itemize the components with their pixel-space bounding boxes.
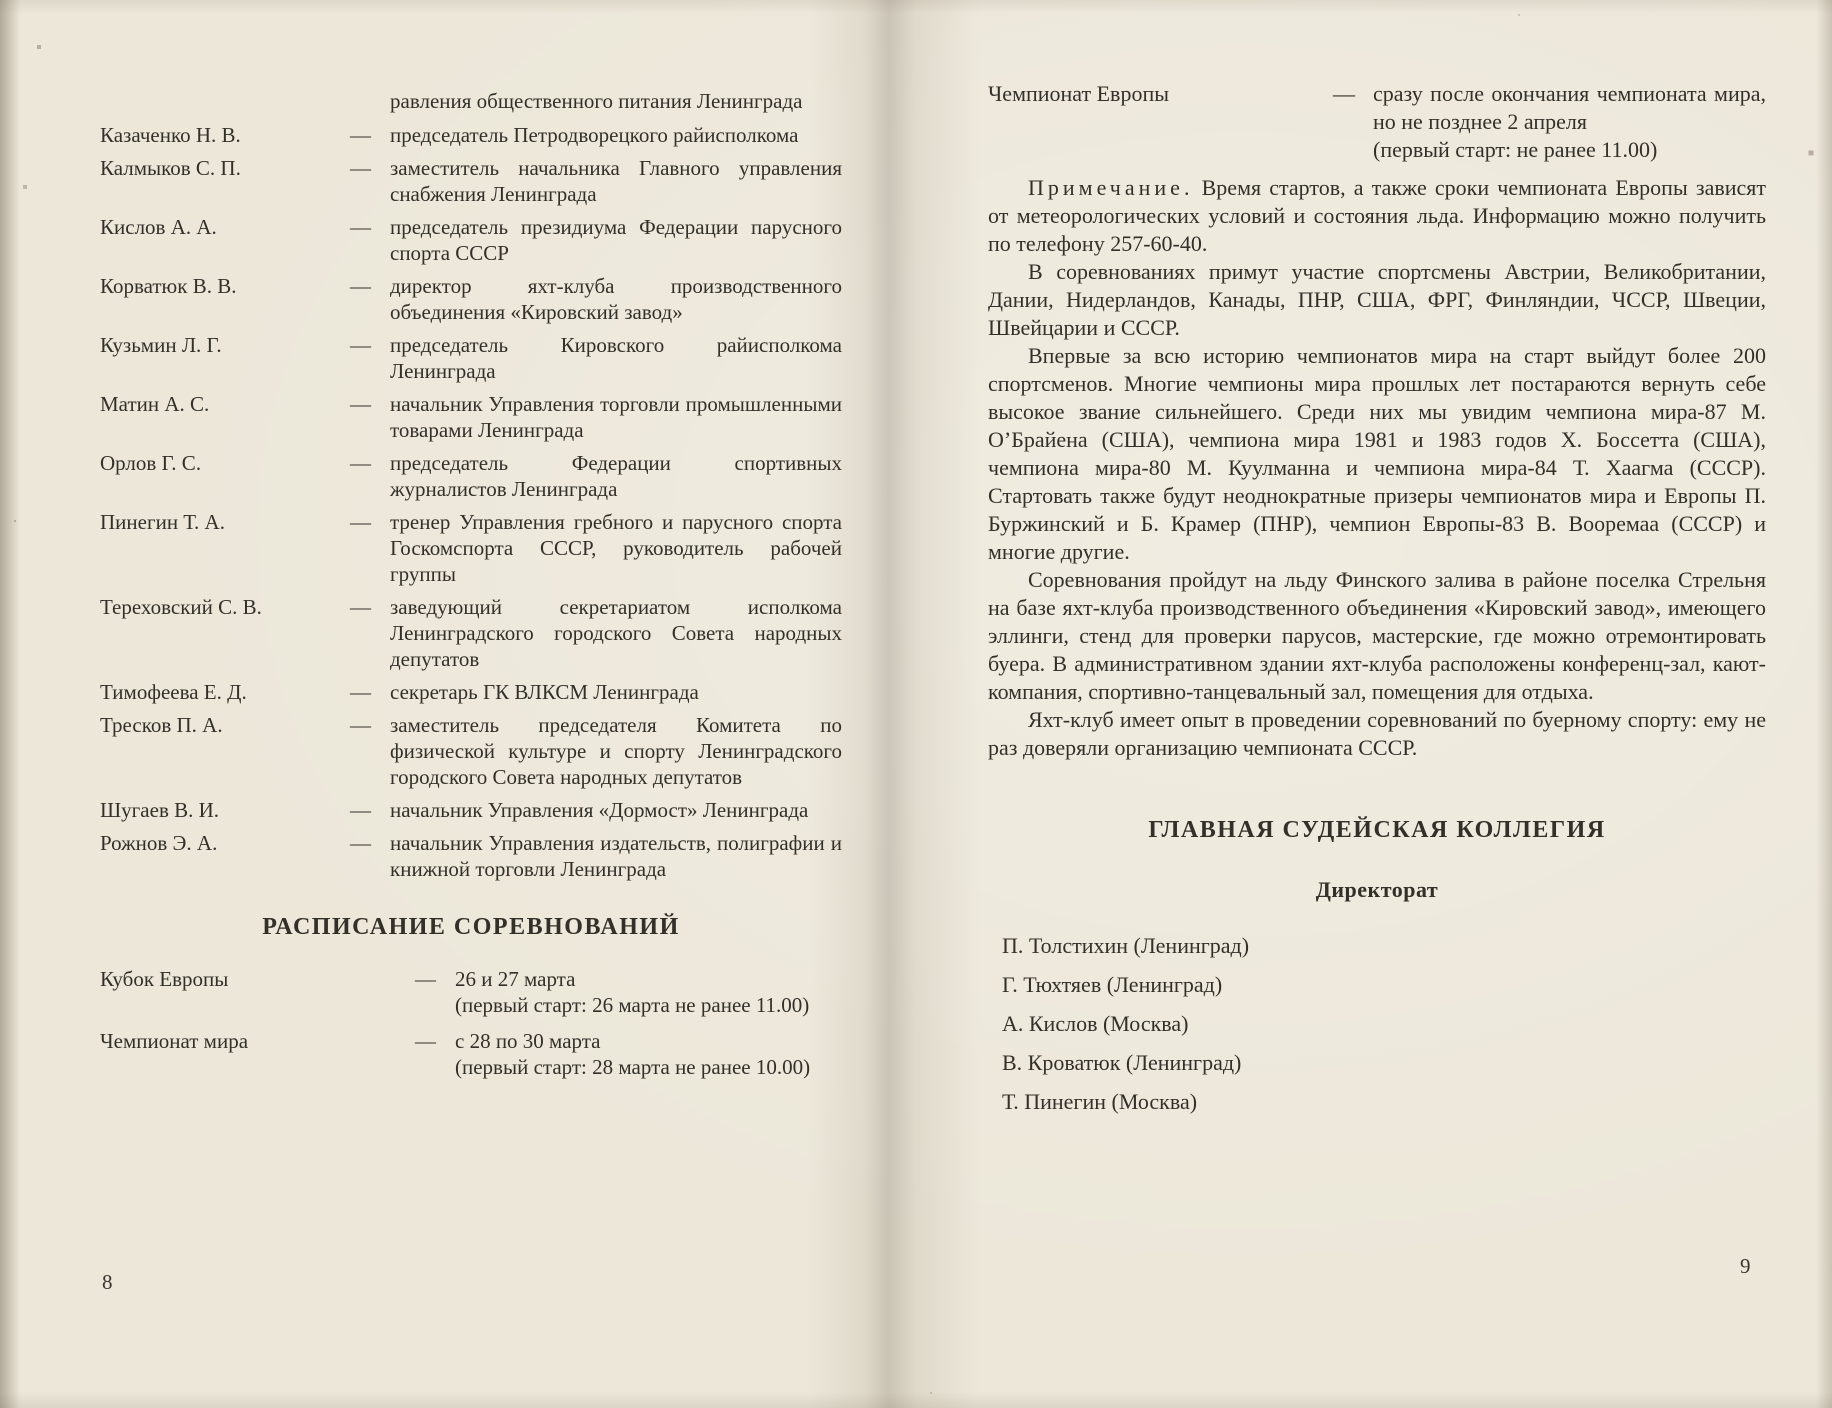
page-number-left: 8 <box>102 1270 113 1294</box>
official-name: Казаченко Н. В. <box>100 123 241 147</box>
dash-separator: — <box>350 713 371 737</box>
dash-separator: — <box>350 215 371 239</box>
official-name: Кузьмин Л. Г. <box>100 333 222 357</box>
body-paragraph: Соревнования пройдут на льду Финского залива в районе поселка Стрельня на базе яхт-клуба производственного объединения «Кировский завод», имеющего эллинги, стенд для проверки парусов, мастерские, где можно отремонтировать буера. В административном здании яхт-клуба расположены конференц-зал, кают-компания, спортивно-танцевальный зал, помещения для отдыха. <box>988 567 1766 704</box>
page-number-right: 9 <box>1740 1254 1751 1278</box>
dash-separator: — <box>415 1029 436 1053</box>
jury-heading: ГЛАВНАЯ СУДЕЙСКАЯ КОЛЛЕГИЯ <box>1148 817 1606 843</box>
official-role: начальник Управления «Дормост» Ленинграда <box>390 798 809 822</box>
official-entry <box>100 509 842 587</box>
official-entry <box>100 450 842 502</box>
official-name: Матин А. С. <box>100 392 210 416</box>
judges-list <box>988 932 1766 1116</box>
dash-separator: — <box>350 333 371 357</box>
official-name: Тимофеева Е. Д. <box>100 680 247 704</box>
schedule-details <box>455 966 842 1018</box>
official-name: Пинегин Т. А. <box>100 510 225 534</box>
body-paragraph: Яхт-клуб имеет опыт в проведении соревнований по буерному спорту: ему не раз доверяли организацию чемпионата СССР. <box>988 707 1766 760</box>
official-entry <box>100 797 842 823</box>
official-role: председатель Кировского райисполкома Ленинграда <box>390 333 842 383</box>
dash-separator: — <box>350 831 371 855</box>
dash-separator: — <box>350 451 371 475</box>
directorate-subheading: Директорат <box>1315 877 1439 902</box>
body-paragraphs <box>988 258 1766 762</box>
schedule-heading: РАСПИСАНИЕ СОРЕВНОВАНИЙ <box>262 914 680 940</box>
judge-name: Г. Тюхтяев (Ленинград) <box>1002 972 1223 997</box>
official-role: председатель президиума Федерации парусного спорта СССР <box>390 215 842 265</box>
dash-separator: — <box>350 156 371 180</box>
official-role: заместитель начальника Главного управления снабжения Ленинграда <box>390 156 842 206</box>
schedule-dates: с 28 по 30 марта <box>455 1029 601 1053</box>
dash-separator: — <box>350 798 371 822</box>
official-entry <box>100 332 842 384</box>
schedule-details <box>1373 80 1766 164</box>
dash-separator: — <box>350 595 371 619</box>
official-entry <box>100 830 842 882</box>
schedule-list <box>100 966 842 1080</box>
note-text: Время стартов, а также сроки чемпионата Европы зависят от метеорологических условий и состояния льда. Информацию можно получить по телефону 257-60-40. <box>988 175 1766 256</box>
note-label: Примечание. <box>1028 175 1194 200</box>
dash-separator: — <box>350 510 371 534</box>
official-name: Кислов А. А. <box>100 215 217 239</box>
schedule-note: (первый старт: не ранее 11.00) <box>1373 137 1658 162</box>
dash-separator: — <box>415 967 436 991</box>
official-name: Тереховский С. В. <box>100 595 262 619</box>
judge-name: В. Кроватюк (Ленинград) <box>1002 1050 1242 1075</box>
official-role: начальник Управления торговли промышленными товарами Ленинграда <box>390 392 842 442</box>
judge-name: А. Кислов (Москва) <box>1002 1011 1189 1036</box>
official-entry <box>100 155 842 207</box>
schedule-event: Чемпионат Европы <box>988 81 1169 106</box>
note-paragraph <box>988 174 1766 258</box>
schedule-dates: сразу после окончания чемпионата мира, но не позднее 2 апреля <box>1373 81 1766 134</box>
page-right <box>988 80 1766 1127</box>
schedule-event: Чемпионат мира <box>100 1029 249 1053</box>
official-role: начальник Управления издательств, полиграфии и книжной торговли Ленинграда <box>390 831 842 881</box>
schedule-entry <box>100 1028 842 1080</box>
dash-separator: — <box>1333 81 1355 106</box>
schedule-entry <box>100 966 842 1018</box>
schedule-entry <box>988 80 1766 164</box>
dash-separator: — <box>350 123 371 147</box>
schedule-note: (первый старт: 26 марта не ранее 11.00) <box>455 993 810 1017</box>
official-name: Тресков П. А. <box>100 713 223 737</box>
official-name: Калмыков С. П. <box>100 156 241 180</box>
page-left <box>100 88 842 1090</box>
official-entry <box>100 391 842 443</box>
judge-name: П. Толстихин (Ленинград) <box>1002 933 1250 958</box>
schedule-dates: 26 и 27 марта <box>455 967 576 991</box>
schedule-event: Кубок Европы <box>100 967 229 991</box>
official-name: Шугаев В. И. <box>100 798 220 822</box>
schedule-note: (первый старт: 28 марта не ранее 10.00) <box>455 1055 811 1079</box>
official-entry <box>100 273 842 325</box>
dash-separator: — <box>350 392 371 416</box>
official-role: председатель Петродворецкого райисполкома <box>390 123 799 147</box>
judge-name: Т. Пинегин (Москва) <box>1002 1089 1198 1114</box>
schedule-details <box>455 1028 842 1080</box>
official-name: Орлов Г. С. <box>100 451 202 475</box>
official-entry <box>100 594 842 672</box>
schedule-continued <box>988 80 1766 164</box>
official-role: директор яхт-клуба производственного объединения «Кировский завод» <box>390 274 842 324</box>
continuation-text: равления общественного питания Ленинграда <box>390 89 803 113</box>
dash-separator: — <box>350 274 371 298</box>
official-name: Корватюк В. В. <box>100 274 237 298</box>
body-paragraph: Впервые за всю историю чемпионатов мира на старт выйдут более 200 спортсменов. Многие чемпионы мира прошлых лет постараются вернуть себе высокое звание сильнейшего. Среди них мы увидим чемпиона мира-87 М. О’Брайена (США), чемпиона мира 1981 и 1983 годов Х. Боссетта (США), чемпиона мира-80 М. Куулманна и чемпиона мира-84 Т. Хаагма (СССР). Стартовать также будут неоднократные призеры чемпионатов мира и Европы П. Буржинский и Б. Крамер (ПНР), чемпион Европы-83 В. Вооремаа (СССР) и многие другие. <box>988 343 1766 564</box>
official-entry <box>100 679 842 705</box>
official-name: Рожнов Э. А. <box>100 831 218 855</box>
official-role: заведующий секретариатом исполкома Ленинградского городского Совета народных депутатов <box>390 595 842 671</box>
official-role: председатель Федерации спортивных журналистов Ленинграда <box>390 451 842 501</box>
official-role: тренер Управления гребного и парусного спорта Госкомспорта СССР, руководитель рабочей группы <box>390 510 842 586</box>
official-entry <box>100 712 842 790</box>
official-entry <box>100 122 842 148</box>
official-entry <box>100 214 842 266</box>
official-role: секретарь ГК ВЛКСМ Ленинграда <box>390 680 699 704</box>
dash-separator: — <box>350 680 371 704</box>
officials-list <box>100 122 842 882</box>
body-paragraph: В соревнованиях примут участие спортсмены Австрии, Великобритании, Дании, Нидерландов, Канады, ПНР, США, ФРГ, Финляндии, ЧССР, Швеции, Швейцарии и СССР. <box>988 259 1766 340</box>
official-role: заместитель председателя Комитета по физической культуре и спорту Ленинградского городского Совета народных депутатов <box>390 713 842 789</box>
